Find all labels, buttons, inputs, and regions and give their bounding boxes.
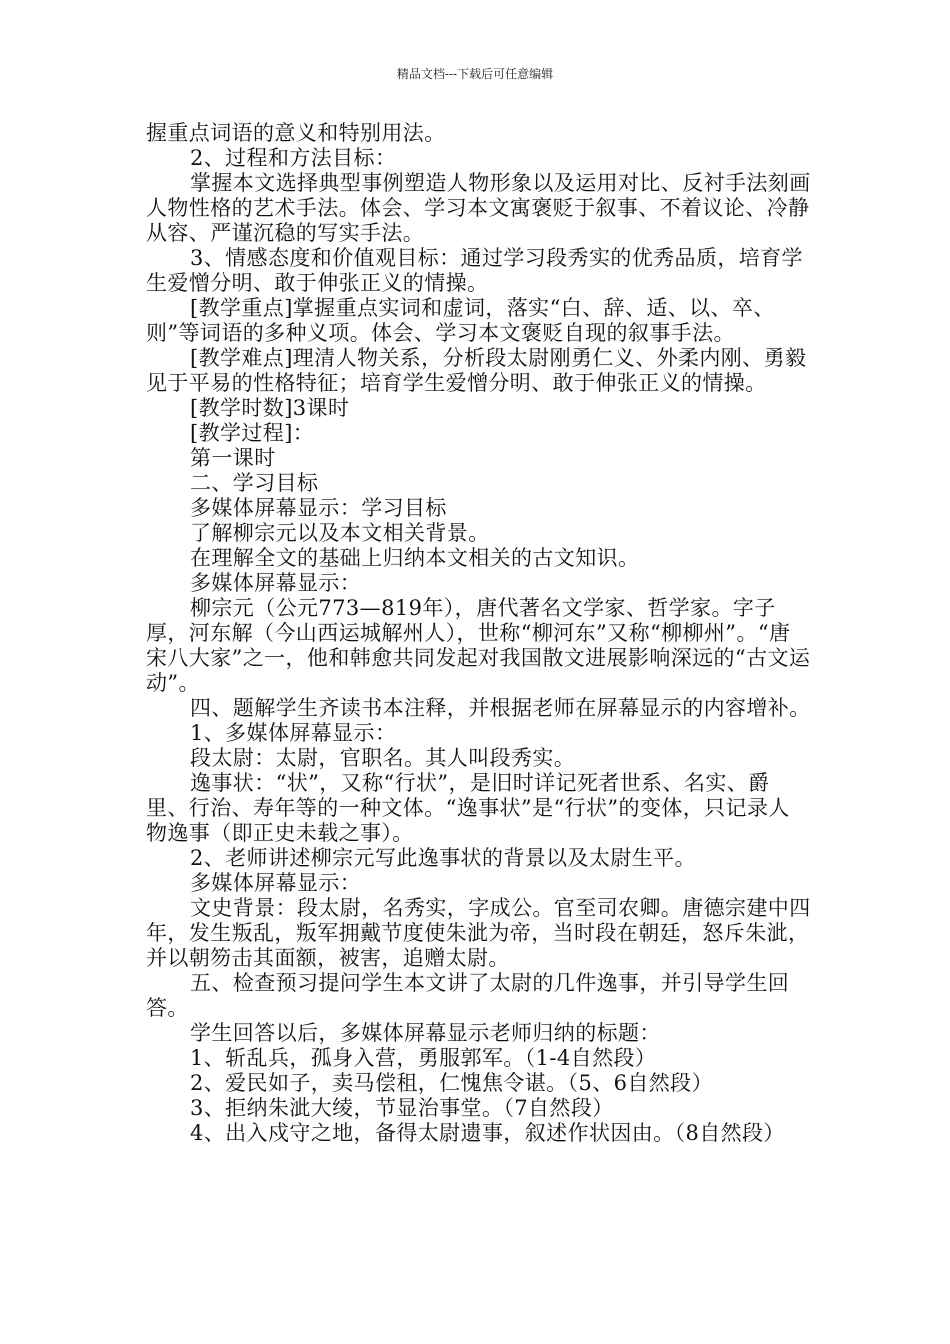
paragraph: 1、斩乱兵，孤身入营，勇服郭军。（1-4自然段）	[190, 1046, 657, 1070]
paragraph: 1、多媒体屏幕显示：	[190, 721, 397, 745]
paragraph: [教学时数]3课时	[190, 396, 350, 420]
paragraph: [教学难点]理清人物关系，分析段太尉刚勇仁义、外柔内刚、勇毅见于平易的性格特征；培育学生爱憎分明、敢于伸张正义的情操。	[146, 346, 807, 395]
paragraph: 学生回答以后，多媒体屏幕显示老师归纳的标题：	[190, 1021, 661, 1045]
paragraph: 文史背景：段太尉，名秀实，字成公。官至司农卿。唐德宗建中四年，发生叛乱，叛军拥戴节度使朱泚为帝，当时段在朝廷，怒斥朱泚，并以朝笏击其面额，被害，追赠太尉。	[146, 896, 811, 970]
paragraph: 段太尉：太尉，官职名。其人叫段秀实。	[190, 746, 576, 770]
paragraph: 在理解全文的基础上归纳本文相关的古文知识。	[190, 546, 640, 570]
page-header: 精品文档---下载后可任意编辑	[396, 67, 554, 81]
paragraph: 3、情感态度和价值观目标：通过学习段秀实的优秀品质，培育学生爱憎分明、敢于伸张正义的情操。	[146, 246, 803, 295]
paragraph: 多媒体屏幕显示：学习目标	[190, 496, 447, 520]
paragraph: 二、学习目标	[190, 471, 319, 495]
paragraph: 2、过程和方法目标：	[190, 146, 397, 170]
paragraph: 多媒体屏幕显示：	[190, 571, 362, 595]
paragraph: 四、题解学生齐读书本注释，并根据老师在屏幕显示的内容增补。	[190, 696, 811, 720]
paragraph: 握重点词语的意义和特别用法。	[146, 121, 446, 145]
paragraph: 逸事状：“状”，又称“行状”，是旧时详记死者世系、名实、爵里、行治、寿年等的一种文体。“逸事状”是“行状”的变体，只记录人物逸事（即正史未载之事）。	[146, 771, 790, 845]
paragraph: 了解柳宗元以及本文相关背景。	[190, 521, 490, 545]
paragraph: 2、爱民如子，卖马偿租，仁愧焦令谌。（5、6自然段）	[190, 1071, 713, 1095]
document-body	[146, 121, 811, 1146]
paragraph: 第一课时	[190, 446, 276, 470]
paragraph: 3、拒纳朱泚大绫，节显治事堂。（7自然段）	[190, 1096, 614, 1120]
paragraph: 多媒体屏幕显示：	[190, 871, 362, 895]
paragraph: 柳宗元（公元773—819年），唐代著名文学家、哲学家。字子厚，河东解（今山西运城解州人），世称“柳河东”又称“柳柳州”。“唐宋八大家”之一，他和韩愈共同发起对我国散文进展影响深远的“古文运动”。	[146, 596, 811, 695]
paragraph: [教学过程]：	[190, 421, 315, 445]
paragraph: 掌握本文选择典型事例塑造人物形象以及运用对比、反衬手法刻画人物性格的艺术手法。体会、学习本文寓褒贬于叙事、不着议论、冷静从容、严谨沉稳的写实手法。	[146, 171, 811, 245]
paragraph: 五、检查预习提问学生本文讲了太尉的几件逸事，并引导学生回答。	[146, 971, 790, 1020]
paragraph: 4、出入戍守之地，备得太尉遗事，叙述作状因由。（8自然段）	[190, 1121, 785, 1145]
paragraph: 2、老师讲述柳宗元写此逸事状的背景以及太尉生平。	[190, 846, 696, 870]
paragraph: [教学重点]掌握重点实词和虚词，落实“白、辞、适、以、卒、则”等词语的多种义项。体会、学习本文褒贬自现的叙事手法。	[146, 296, 775, 345]
